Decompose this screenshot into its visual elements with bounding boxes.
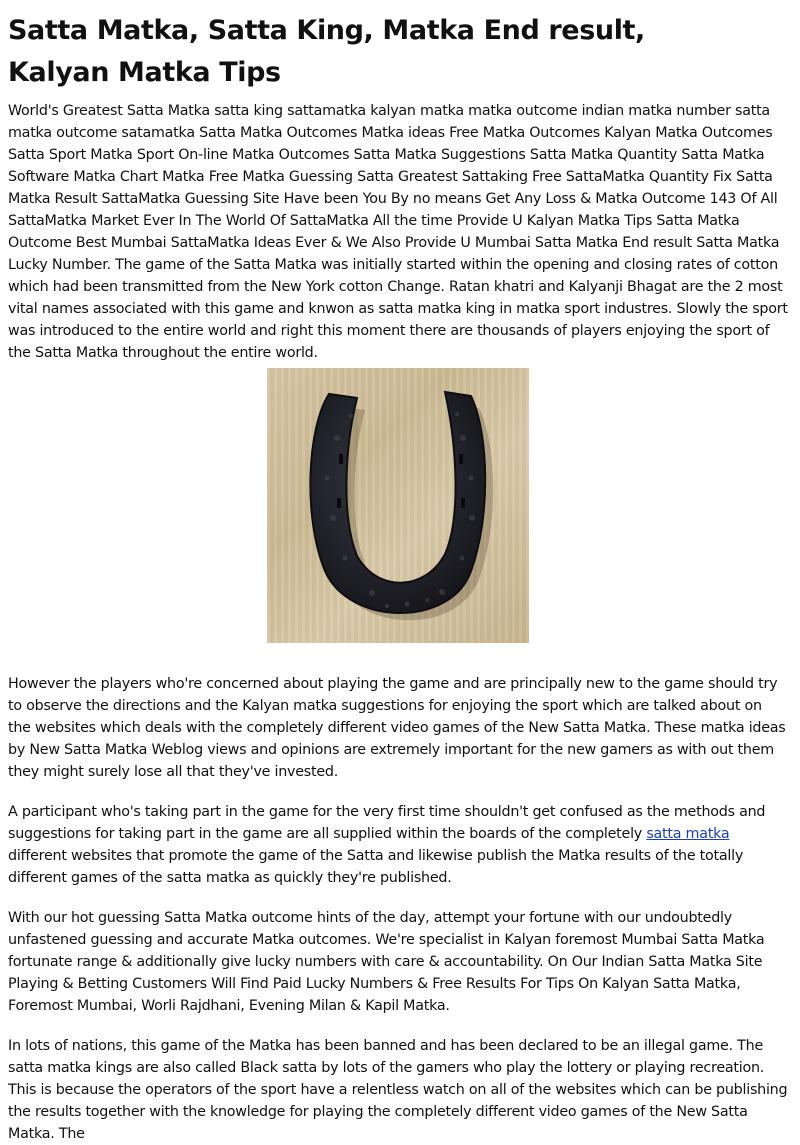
page-title (8, 10, 788, 94)
page-title-line-2: Kalyan Matka Tips (8, 57, 281, 88)
paragraph-3 (8, 801, 788, 889)
paragraph-4: With our hot guessing Satta Matka outcome hints of the day, attempt your fortune with our undoubtedly unfastened guessing and accurate Matka outcomes. We're specialist in Kalyan foremost Mumbai Satta Matka fortunate range & additionally give lucky numbers with care & accountability. On Our Indian Satta Matka Site Playing & Betting Customers Will Find Paid Lucky Numbers & Free Results For Tips On Kalyan Satta Matka, Foremost Mumbai, Worli Rajdhani, Evening Milan & Kapil Matka. (8, 910, 765, 1014)
paragraph-3-text-before: A participant who's taking part in the game for the very first time shouldn't get confused as the methods and suggestions for taking part in the game are all supplied within the boards of the completely (8, 804, 766, 842)
intro-paragraph: World's Greatest Satta Matka satta king sattamatka kalyan matka matka outcome indian matka number satta matka outcome satamatka Satta Matka Outcomes Matka ideas Free Matka Outcomes Kalyan Matka Outcomes Satta Sport Matka Sport On-line Matka Outcomes Satta Matka Suggestions Satta Matka Quantity Satta Matka Software Matka Chart Matka Free Matka Guessing Satta Greatest Sattaking Free SattaMatka Quantity Fix Satta Matka Result SattaMatka Guessing Site Have been You By no means Get Any Loss & Matka Outcome 143 Of All SattaMatka Market Ever In The World Of SattaMatka All the time Provide U Kalyan Matka Tips Satta Matka Outcome Best Mumbai SattaMatka Ideas Ever & We Also Provide U Mumbai Satta Matka End result Satta Matka Lucky Number. The game of the Satta Matka was initially started within the opening and closing rates of cotton which had been transmitted from the New York cotton Change. Ratan khatri and Kalyanji Bhagat are the 2 most vital names associated with this game and knwon as satta matka king in matka sport industres. Slowly the sport was introduced to the entire world and right this moment there are thousands of players enjoying the sport of the Satta Matka throughout the entire world. (8, 103, 788, 361)
paragraph-2: However the players who're concerned about playing the game and are principally new to the game should try to observe the directions and the Kalyan matka suggestions for enjoying the sport which are talked about on the websites which deals with the completely different video games of the New Satta Matka. These matka ideas by New Satta Matka Weblog views and opinions are extremely important for the new gamers as with out them they might surely lose all that they've invested. (8, 676, 786, 780)
article-figure (8, 368, 788, 643)
satta-matka-link[interactable]: satta matka (646, 826, 730, 842)
paragraph-5: In lots of nations, this game of the Matka has been banned and has been declared to be an illegal game. The satta matka kings are also called Black satta by lots of the gamers who play the lottery or playing recreation. This is because the operators of the sport have a relentless watch on all of the websites which can be publishing the results together with the knowledge for playing the completely different video games of the New Satta Matka. The (8, 1038, 788, 1142)
paragraph-3-text-after: different websites that promote the game of the Satta and likewise publish the Matka results of the totally different games of the satta matka as quickly they're published. (8, 848, 744, 886)
article (8, 10, 788, 1145)
page-title-line-1: Satta Matka, Satta King, Matka End result, (8, 15, 645, 46)
horseshoe-photo (267, 368, 529, 643)
horseshoe-icon (267, 368, 529, 643)
